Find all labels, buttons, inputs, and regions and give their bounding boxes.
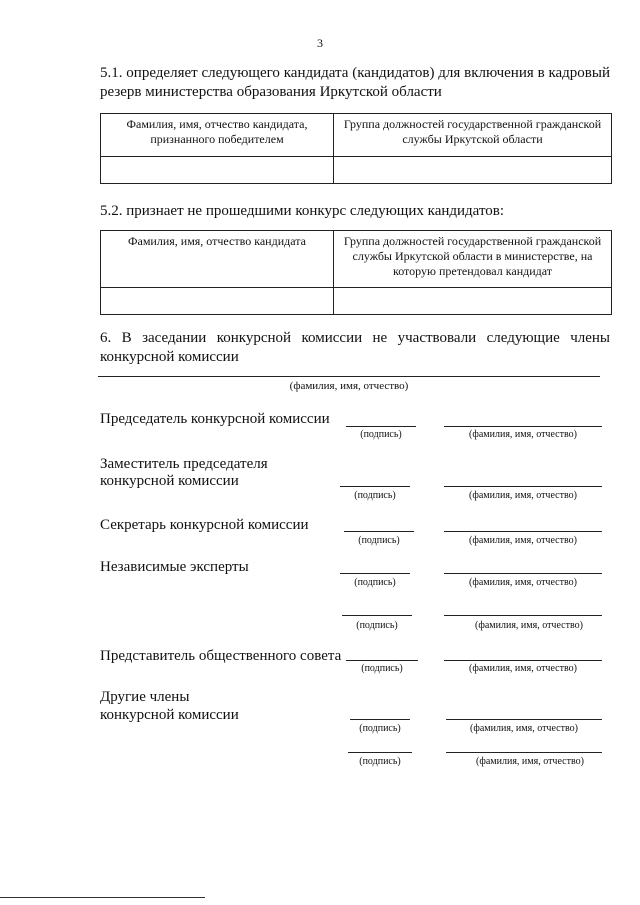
expert2-name-line[interactable] (444, 615, 602, 616)
absent-members-caption: (фамилия, имя, отчество) (289, 380, 409, 392)
role-others-line1: Другие члены (100, 689, 190, 705)
deputy-signature-line[interactable] (340, 486, 410, 487)
public-council-name-caption: (фамилия, имя, отчество) (469, 663, 577, 674)
secretary-name-line[interactable] (444, 531, 602, 532)
other1-signature-caption: (подпись) (359, 723, 401, 734)
other2-signature-line[interactable] (348, 752, 412, 753)
chairman-signature-caption: (подпись) (360, 429, 402, 440)
other1-signature-line[interactable] (350, 719, 410, 720)
public-council-signature-line[interactable] (346, 660, 418, 661)
rejected-table (100, 230, 612, 315)
role-deputy-line2: конкурсной комиссии (100, 473, 239, 489)
winner-table-header-name: Фамилия, имя, отчество кандидата, признанного победителем (101, 114, 334, 157)
rejected-table-header-group: Группа должностей государственной гражданской службы Иркутской области в министерстве, на которую претендовал кандидат (334, 231, 612, 288)
other1-name-caption: (фамилия, имя, отчество) (470, 723, 578, 734)
public-council-signature-caption: (подпись) (361, 663, 403, 674)
role-others-line2: конкурсной комиссии (100, 707, 239, 723)
rejected-table-header-name: Фамилия, имя, отчество кандидата (101, 231, 334, 288)
other2-signature-caption: (подпись) (359, 756, 401, 767)
page-number: 3 (317, 36, 323, 50)
chairman-name-caption: (фамилия, имя, отчество) (469, 429, 577, 440)
expert1-signature-line[interactable] (340, 573, 410, 574)
winner-table-header-group: Группа должностей государственной гражданской службы Иркутской области (334, 114, 612, 157)
other2-name-line[interactable] (446, 752, 602, 753)
section-5-1-text: 5.1. определяет следующего кандидата (кандидатов) для включения в кадровый резерв министерства образования Иркутской области (100, 65, 610, 100)
deputy-name-line[interactable] (444, 486, 602, 487)
chairman-name-line[interactable] (444, 426, 602, 427)
secretary-signature-line[interactable] (344, 531, 414, 532)
winner-table-cell-group[interactable] (334, 157, 612, 184)
expert1-name-line[interactable] (444, 573, 602, 574)
secretary-signature-caption: (подпись) (358, 535, 400, 546)
role-secretary: Секретарь конкурсной комиссии (100, 517, 309, 533)
winner-table-cell-name[interactable] (101, 157, 334, 184)
deputy-name-caption: (фамилия, имя, отчество) (469, 490, 577, 501)
other1-name-line[interactable] (446, 719, 602, 720)
section-5-2-text: 5.2. признает не прошедшими конкурс следующих кандидатов: (100, 203, 505, 219)
rejected-table-cell-name[interactable] (101, 288, 334, 315)
rejected-table-cell-group[interactable] (334, 288, 612, 315)
expert2-name-caption: (фамилия, имя, отчество) (475, 620, 583, 631)
role-public-council: Представитель общественного совета (100, 648, 342, 664)
expert1-signature-caption: (подпись) (354, 577, 396, 588)
expert1-name-caption: (фамилия, имя, отчество) (469, 577, 577, 588)
public-council-name-line[interactable] (444, 660, 602, 661)
chairman-signature-line[interactable] (346, 426, 416, 427)
deputy-signature-caption: (подпись) (354, 490, 396, 501)
section-6-text: 6. В заседании конкурсной комиссии не участвовали следующие члены конкурсной комиссии (100, 330, 610, 365)
winner-table (100, 113, 612, 184)
expert2-signature-line[interactable] (342, 615, 412, 616)
expert2-signature-caption: (подпись) (356, 620, 398, 631)
role-deputy-line1: Заместитель председателя (100, 456, 268, 472)
role-chairman: Председатель конкурсной комиссии (100, 411, 330, 427)
absent-members-line (98, 376, 600, 377)
footer-rule (0, 897, 205, 898)
secretary-name-caption: (фамилия, имя, отчество) (469, 535, 577, 546)
role-experts: Независимые эксперты (100, 559, 249, 575)
other2-name-caption: (фамилия, имя, отчество) (476, 756, 584, 767)
